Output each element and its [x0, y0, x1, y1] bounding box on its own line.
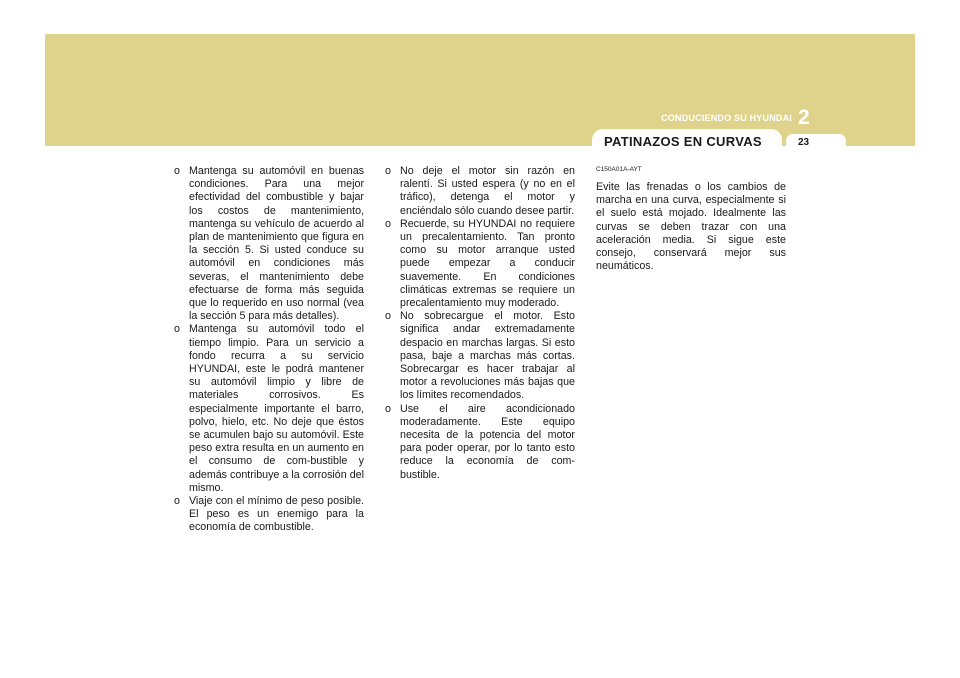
list-item-text: Mantenga su automóvil todo el tiempo limpio. Para un servicio a fondo recurra a su servicio HYUNDAI, este le podrá mantener su automóvil limpio y libre de materiales corrosivos. Es especialmente importante el barro, polvo, hielo, etc. No deje que éstos se acumulen bajo su automóvil. Este peso extra resulta en un aumento en el consumo de com-bustible y además contribuye a la corrosión del mismo.: [189, 323, 364, 494]
column-right: [596, 165, 786, 273]
list-item: [385, 165, 575, 218]
chapter-number: 2: [798, 106, 810, 129]
list-item-text: Use el aire acondicionado moderadamente. Este equipo necesita de la potencia del motor para poder operar, por lo tanto esto reduce la economía de com-bustible.: [400, 402, 575, 481]
list-item-text: Mantenga su automóvil en buenas condiciones. Para una mejor efectividad del combustible y bajar los costos de mantenimiento, mantenga su vehículo de acuerdo al plan de mantenimiento que figura en la sección 5. Si usted conduce su automóvil en condiciones más severas, el mantenimiento debe efectuarse de forma más seguida que lo requerido en uso normal (vea la sección 5 para más detalles).: [189, 165, 364, 323]
section-title: PATINAZOS EN CURVAS: [604, 134, 762, 149]
bullet-marker: o: [385, 217, 391, 230]
column-left: [174, 165, 364, 535]
reference-code: C150A01A-AYT: [596, 166, 642, 173]
column-middle: [385, 165, 575, 482]
list-item: [385, 403, 575, 482]
list-item-text: No deje el motor sin razón en ralentí. Si usted espera (y no en el tráfico), detenga el motor y enciéndalo sólo cuando desee partir.: [400, 165, 575, 217]
bullet-marker: o: [174, 495, 180, 508]
bullet-list: [174, 165, 364, 535]
list-item: [174, 165, 364, 323]
bullet-marker: o: [385, 310, 391, 323]
body-paragraph: Evite las frenadas o los cambios de marcha en una curva, especialmente si el suelo está mojado. Idealmente las curvas se deben trazar con una aceleración media. Si sigue este consejo, conservará mejor sus neumáticos.: [596, 181, 786, 273]
header-band: [45, 34, 915, 146]
list-item: [385, 310, 575, 402]
bullet-marker: o: [385, 402, 391, 415]
chapter-title: CONDUCIENDO SU HYUNDAI: [661, 113, 792, 123]
list-item: [174, 495, 364, 535]
list-item: [385, 218, 575, 310]
bullet-marker: o: [174, 323, 180, 336]
list-item-text: No sobrecargue el motor. Esto significa andar extremadamente despacio en marchas largas. Si esto pasa, baje a marchas más cortas. Sobrecargar es hacer trabajar al motor a revoluciones más bajas que los límites recomendados.: [400, 310, 575, 402]
page-number-tab: [786, 134, 846, 148]
bullet-marker: o: [174, 165, 180, 177]
bullet-marker: o: [385, 165, 391, 177]
page-number: 23: [798, 137, 810, 148]
list-item-text: Viaje con el mínimo de peso posible. El peso es un enemigo para la economía de combustible.: [189, 495, 364, 534]
list-item-text: Recuerde, su HYUNDAI no requiere un precalentamiento. Tan pronto como su motor arranque usted puede empezar a conducir suavemente. En condiciones climáticas extremas se requiere un precalentamiento muy moderado.: [400, 217, 575, 310]
bullet-list: [385, 165, 575, 482]
list-item: [174, 323, 364, 495]
